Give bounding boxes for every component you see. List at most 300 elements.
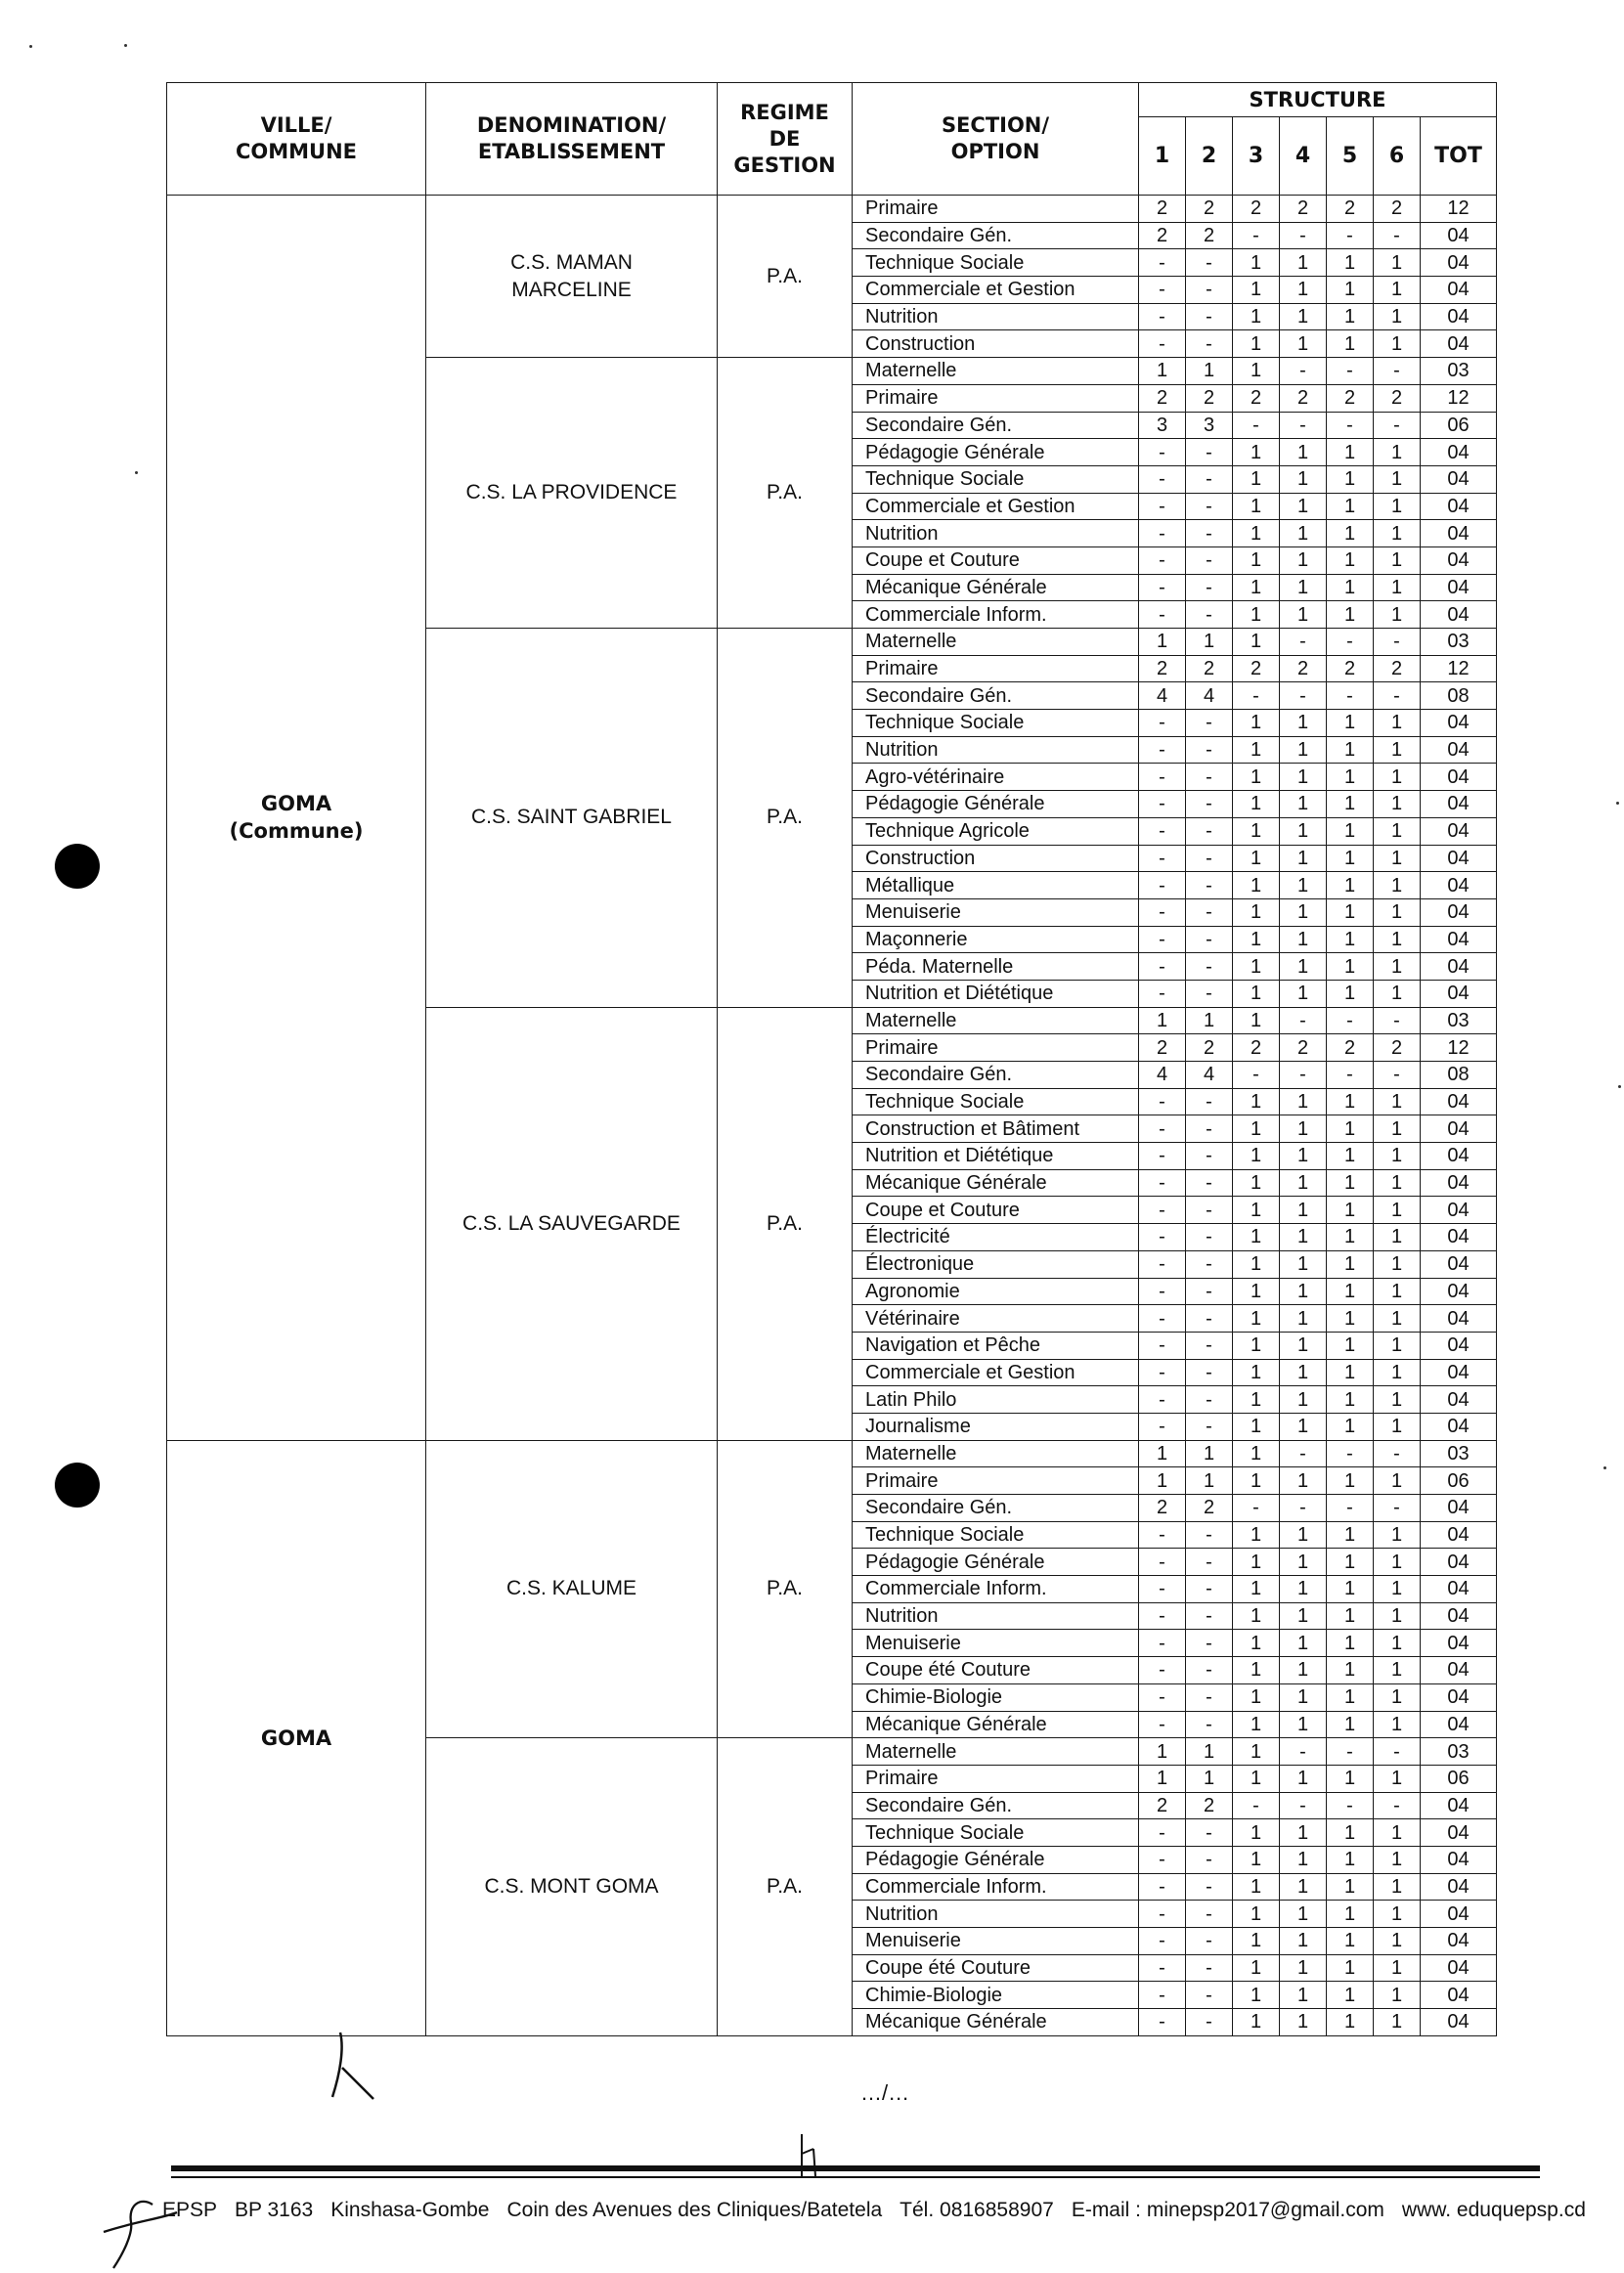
structure-value-cell: -	[1233, 412, 1280, 439]
punch-hole	[55, 1463, 100, 1508]
structure-value-cell: 1	[1374, 1954, 1421, 1982]
structure-value-cell: 1	[1327, 520, 1374, 547]
structure-value-cell: 1	[1186, 629, 1233, 656]
structure-value-cell: 1	[1280, 1413, 1327, 1440]
structure-value-cell: 1	[1374, 1386, 1421, 1414]
structure-value-cell: 1	[1374, 1467, 1421, 1495]
section-option-cell: Nutrition	[853, 1602, 1139, 1630]
structure-value-cell: 1	[1374, 845, 1421, 872]
total-cell: 03	[1421, 629, 1497, 656]
structure-value-cell: 1	[1327, 1683, 1374, 1711]
structure-value-cell: 1	[1139, 1467, 1186, 1495]
structure-value-cell: -	[1139, 249, 1186, 277]
structure-value-cell: 1	[1327, 710, 1374, 737]
structure-value-cell: 2	[1186, 1034, 1233, 1062]
structure-value-cell: 1	[1233, 1143, 1280, 1170]
table-body	[167, 196, 1497, 2036]
line-text: C.S. LA PROVIDENCE	[465, 481, 678, 504]
structure-value-cell: 1	[1327, 330, 1374, 358]
structure-value-cell: 4	[1186, 1062, 1233, 1089]
header-structure: STRUCTURE	[1139, 83, 1497, 117]
structure-value-cell: 1	[1233, 1413, 1280, 1440]
structure-value-cell: -	[1139, 898, 1186, 926]
section-option-cell: Construction	[853, 845, 1139, 872]
total-cell: 04	[1421, 736, 1497, 764]
structure-value-cell: -	[1186, 601, 1233, 629]
structure-value-cell: 1	[1233, 574, 1280, 601]
structure-value-cell: -	[1139, 764, 1186, 791]
structure-value-cell: 1	[1374, 953, 1421, 981]
structure-value-cell: 1	[1233, 1007, 1280, 1034]
structure-value-cell: 1	[1327, 465, 1374, 493]
structure-value-cell: 1	[1280, 1143, 1327, 1170]
structure-value-cell: 1	[1186, 1765, 1233, 1792]
structure-value-cell: -	[1374, 1007, 1421, 1034]
section-option-cell: Technique Sociale	[853, 465, 1139, 493]
header-col-tot: TOT	[1421, 116, 1497, 196]
etablissement-cell	[426, 1007, 718, 1440]
structure-value-cell: -	[1139, 1413, 1186, 1440]
structure-value-cell: 1	[1374, 1224, 1421, 1251]
section-option-cell: Latin Philo	[853, 1386, 1139, 1414]
structure-value-cell: -	[1139, 1873, 1186, 1901]
line-text: C.S. KALUME	[505, 1577, 637, 1600]
structure-value-cell: 1	[1233, 1305, 1280, 1333]
structure-value-cell: 1	[1327, 1954, 1374, 1982]
structure-value-cell: 1	[1280, 1928, 1327, 1955]
line-text: C.S. MONT GOMA	[484, 1874, 659, 1898]
total-cell: 04	[1421, 710, 1497, 737]
structure-value-cell: 1	[1233, 601, 1280, 629]
structure-value-cell: -	[1280, 1062, 1327, 1089]
total-cell: 04	[1421, 1630, 1497, 1657]
structure-value-cell: 1	[1327, 926, 1374, 953]
structure-value-cell: 2	[1327, 655, 1374, 682]
total-cell: 04	[1421, 546, 1497, 574]
total-cell: 04	[1421, 1115, 1497, 1143]
structure-value-cell: 1	[1327, 817, 1374, 845]
structure-value-cell: 1	[1374, 1873, 1421, 1901]
structure-value-cell: 2	[1139, 1792, 1186, 1819]
structure-value-cell: 1	[1374, 1250, 1421, 1278]
structure-value-cell: -	[1139, 1928, 1186, 1955]
structure-value-cell: -	[1139, 953, 1186, 981]
structure-value-cell: -	[1139, 493, 1186, 520]
total-cell: 04	[1421, 520, 1497, 547]
structure-value-cell: 1	[1374, 1278, 1421, 1305]
structure-value-cell: 2	[1374, 1034, 1421, 1062]
structure-value-cell: 1	[1374, 574, 1421, 601]
structure-value-cell: -	[1139, 1115, 1186, 1143]
total-cell: 06	[1421, 412, 1497, 439]
structure-value-cell: 1	[1327, 736, 1374, 764]
section-option-cell: Pédagogie Générale	[853, 1549, 1139, 1576]
structure-value-cell: 1	[1327, 1278, 1374, 1305]
section-option-cell: Secondaire Gén.	[853, 1062, 1139, 1089]
structure-value-cell: 2	[1186, 196, 1233, 223]
structure-value-cell: 1	[1327, 277, 1374, 304]
structure-value-cell: -	[1139, 1576, 1186, 1603]
structure-value-cell: -	[1233, 1792, 1280, 1819]
structure-value-cell: 2	[1186, 384, 1233, 412]
total-cell: 04	[1421, 1819, 1497, 1847]
structure-value-cell: 1	[1233, 1630, 1280, 1657]
structure-value-cell: 1	[1233, 629, 1280, 656]
structure-value-cell: 1	[1374, 520, 1421, 547]
structure-value-cell: 1	[1374, 764, 1421, 791]
section-option-cell: Coupe été Couture	[853, 1657, 1139, 1684]
structure-value-cell: 1	[1280, 845, 1327, 872]
structure-value-cell: -	[1186, 953, 1233, 981]
structure-value-cell: -	[1186, 845, 1233, 872]
section-option-cell: Primaire	[853, 196, 1139, 223]
footer-org: EPSP	[162, 2199, 218, 2221]
section-option-cell: Agronomie	[853, 1278, 1139, 1305]
structure-value-cell: 1	[1280, 898, 1327, 926]
section-option-cell: Navigation et Pêche	[853, 1332, 1139, 1359]
structure-value-cell: -	[1374, 1738, 1421, 1766]
structure-value-cell: -	[1139, 1521, 1186, 1549]
structure-value-cell: -	[1186, 1819, 1233, 1847]
structure-value-cell: -	[1139, 791, 1186, 818]
structure-value-cell: 1	[1233, 1115, 1280, 1143]
structure-value-cell: 1	[1374, 1765, 1421, 1792]
total-cell: 08	[1421, 1062, 1497, 1089]
structure-value-cell: 2	[1280, 196, 1327, 223]
structure-value-cell: 1	[1374, 1576, 1421, 1603]
total-cell: 03	[1421, 1738, 1497, 1766]
footer-rule	[171, 2176, 1540, 2178]
regime-cell: P.A.	[718, 1440, 853, 1738]
structure-value-cell: 1	[1374, 1332, 1421, 1359]
section-option-cell: Secondaire Gén.	[853, 412, 1139, 439]
structure-value-cell: 1	[1327, 1467, 1374, 1495]
structure-value-cell: 1	[1280, 710, 1327, 737]
structure-value-cell: -	[1186, 1928, 1233, 1955]
structure-value-cell: 1	[1233, 330, 1280, 358]
header-col-1: 1	[1139, 116, 1186, 196]
structure-value-cell: 1	[1374, 1197, 1421, 1224]
structure-value-cell: 1	[1233, 710, 1280, 737]
structure-value-cell: -	[1139, 520, 1186, 547]
section-option-cell: Pédagogie Générale	[853, 791, 1139, 818]
structure-value-cell: 1	[1374, 1819, 1421, 1847]
structure-value-cell: -	[1233, 1495, 1280, 1522]
structure-value-cell: -	[1280, 1738, 1327, 1766]
structure-value-cell: 1	[1233, 791, 1280, 818]
structure-value-cell: 1	[1374, 439, 1421, 466]
regime-cell: P.A.	[718, 629, 853, 1008]
structure-value-cell: -	[1139, 465, 1186, 493]
structure-value-cell: -	[1327, 222, 1374, 249]
footer-city: Kinshasa-Gombe	[330, 2199, 490, 2221]
structure-value-cell: 1	[1280, 1819, 1327, 1847]
structure-value-cell: -	[1139, 817, 1186, 845]
regime-cell: P.A.	[718, 358, 853, 629]
section-option-cell: Menuiserie	[853, 1928, 1139, 1955]
structure-value-cell: 1	[1280, 1549, 1327, 1576]
section-option-cell: Mécanique Générale	[853, 574, 1139, 601]
section-option-cell: Primaire	[853, 655, 1139, 682]
structure-value-cell: -	[1327, 629, 1374, 656]
header-denomination: DENOMINATION/ ETABLISSEMENT	[426, 83, 718, 196]
structure-value-cell: 1	[1186, 358, 1233, 385]
structure-value-cell: 1	[1280, 1197, 1327, 1224]
structure-value-cell: 1	[1374, 249, 1421, 277]
line-text: MARCELINE	[511, 278, 632, 301]
structure-value-cell: -	[1186, 1954, 1233, 1982]
section-option-cell: Commerciale Inform.	[853, 1873, 1139, 1901]
structure-value-cell: -	[1186, 1224, 1233, 1251]
structure-value-cell: 1	[1280, 1630, 1327, 1657]
structure-value-cell: 1	[1233, 2009, 1280, 2036]
structure-value-cell: 1	[1374, 546, 1421, 574]
total-cell: 04	[1421, 1197, 1497, 1224]
structure-value-cell: -	[1139, 1305, 1186, 1333]
structure-value-cell: -	[1280, 1440, 1327, 1467]
handwritten-mark	[794, 2129, 823, 2183]
total-cell: 03	[1421, 1440, 1497, 1467]
structure-value-cell: -	[1280, 222, 1327, 249]
structure-value-cell: 1	[1280, 1901, 1327, 1928]
structure-value-cell: 1	[1233, 249, 1280, 277]
structure-value-cell: -	[1186, 277, 1233, 304]
structure-value-cell: 1	[1374, 1169, 1421, 1197]
total-cell: 04	[1421, 1657, 1497, 1684]
section-option-cell: Maternelle	[853, 1440, 1139, 1467]
structure-value-cell: 1	[1233, 1169, 1280, 1197]
section-option-cell: Coupe été Couture	[853, 1954, 1139, 1982]
structure-value-cell: 4	[1186, 682, 1233, 710]
total-cell: 12	[1421, 655, 1497, 682]
structure-value-cell: -	[1139, 1359, 1186, 1386]
total-cell: 04	[1421, 1413, 1497, 1440]
section-option-cell: Technique Sociale	[853, 1088, 1139, 1115]
line-text: GOMA	[260, 792, 332, 816]
structure-value-cell: -	[1327, 1738, 1374, 1766]
structure-value-cell: -	[1139, 1549, 1186, 1576]
structure-value-cell: 1	[1327, 1169, 1374, 1197]
section-option-cell: Construction et Bâtiment	[853, 1115, 1139, 1143]
structure-value-cell: 1	[1327, 872, 1374, 899]
section-option-cell: Électricité	[853, 1224, 1139, 1251]
structure-value-cell: 1	[1233, 303, 1280, 330]
structure-value-cell: 1	[1233, 1549, 1280, 1576]
line-text: (Commune)	[229, 819, 364, 844]
structure-value-cell: -	[1139, 439, 1186, 466]
structure-value-cell: -	[1327, 412, 1374, 439]
structure-value-cell: 1	[1374, 1928, 1421, 1955]
structure-value-cell: -	[1139, 2009, 1186, 2036]
structure-value-cell: 2	[1186, 1495, 1233, 1522]
structure-value-cell: 1	[1280, 1765, 1327, 1792]
total-cell: 04	[1421, 277, 1497, 304]
structure-value-cell: 1	[1374, 1630, 1421, 1657]
structure-value-cell: 1	[1280, 953, 1327, 981]
structure-value-cell: 3	[1139, 412, 1186, 439]
section-option-cell: Menuiserie	[853, 1630, 1139, 1657]
structure-value-cell: 2	[1327, 384, 1374, 412]
structure-value-cell: 1	[1233, 465, 1280, 493]
total-cell: 04	[1421, 2009, 1497, 2036]
structure-value-cell: 2	[1280, 384, 1327, 412]
structure-value-cell: -	[1139, 1197, 1186, 1224]
structure-value-cell: -	[1327, 1007, 1374, 1034]
structure-value-cell: 1	[1280, 1169, 1327, 1197]
structure-value-cell: 1	[1233, 872, 1280, 899]
structure-value-cell: -	[1186, 1332, 1233, 1359]
section-option-cell: Technique Sociale	[853, 249, 1139, 277]
structure-value-cell: -	[1139, 1657, 1186, 1684]
total-cell: 04	[1421, 791, 1497, 818]
structure-value-cell: 1	[1327, 1846, 1374, 1873]
structure-value-cell: -	[1139, 1630, 1186, 1657]
header-col-5: 5	[1327, 116, 1374, 196]
total-cell: 04	[1421, 898, 1497, 926]
structure-value-cell: 1	[1327, 493, 1374, 520]
total-cell: 04	[1421, 1386, 1497, 1414]
structure-value-cell: -	[1186, 1657, 1233, 1684]
structure-value-cell: -	[1186, 303, 1233, 330]
table-header	[167, 83, 1497, 196]
structure-value-cell: -	[1280, 1792, 1327, 1819]
structure-value-cell: -	[1186, 1521, 1233, 1549]
structure-value-cell: -	[1186, 2009, 1233, 2036]
section-option-cell: Maternelle	[853, 629, 1139, 656]
etablissement-cell	[426, 196, 718, 358]
structure-value-cell: 2	[1233, 384, 1280, 412]
structure-value-cell: -	[1139, 277, 1186, 304]
structure-value-cell: 1	[1280, 1711, 1327, 1738]
structure-value-cell: 1	[1280, 493, 1327, 520]
structure-value-cell: 1	[1280, 303, 1327, 330]
structure-value-cell: 1	[1374, 1901, 1421, 1928]
structure-value-cell: -	[1327, 358, 1374, 385]
total-cell: 04	[1421, 1521, 1497, 1549]
structure-value-cell: 4	[1139, 1062, 1186, 1089]
structure-value-cell: -	[1327, 1495, 1374, 1522]
structure-value-cell: 1	[1280, 546, 1327, 574]
structure-value-cell: -	[1139, 1954, 1186, 1982]
structure-value-cell: -	[1186, 736, 1233, 764]
structure-value-cell: -	[1280, 1495, 1327, 1522]
structure-value-cell: 1	[1233, 1738, 1280, 1766]
structure-value-cell: 2	[1327, 196, 1374, 223]
footer-street: Coin des Avenues des Cliniques/Batetela	[506, 2199, 883, 2221]
total-cell: 04	[1421, 465, 1497, 493]
structure-value-cell: 1	[1139, 1440, 1186, 1467]
structure-value-cell: 1	[1280, 1657, 1327, 1684]
structure-value-cell: 1	[1233, 358, 1280, 385]
structure-value-cell: -	[1139, 1332, 1186, 1359]
structure-value-cell: 1	[1327, 764, 1374, 791]
section-option-cell: Maternelle	[853, 1738, 1139, 1766]
structure-value-cell: 1	[1327, 439, 1374, 466]
structure-value-cell: 1	[1233, 926, 1280, 953]
section-option-cell: Technique Sociale	[853, 710, 1139, 737]
structure-value-cell: -	[1186, 1278, 1233, 1305]
structure-value-cell: -	[1186, 1305, 1233, 1333]
structure-value-cell: 1	[1374, 1359, 1421, 1386]
structure-value-cell: 1	[1233, 1359, 1280, 1386]
structure-value-cell: 1	[1374, 872, 1421, 899]
structure-value-cell: 1	[1374, 1602, 1421, 1630]
structure-value-cell: -	[1139, 574, 1186, 601]
total-cell: 08	[1421, 682, 1497, 710]
structure-value-cell: 1	[1280, 1224, 1327, 1251]
section-option-cell: Nutrition	[853, 303, 1139, 330]
structure-value-cell: 4	[1139, 682, 1186, 710]
structure-value-cell: 1	[1233, 1250, 1280, 1278]
structure-value-cell: -	[1139, 303, 1186, 330]
structure-value-cell: 1	[1139, 1765, 1186, 1792]
structure-value-cell: -	[1280, 629, 1327, 656]
structure-value-cell: -	[1186, 926, 1233, 953]
punch-hole	[55, 844, 100, 889]
section-option-cell: Mécanique Générale	[853, 1169, 1139, 1197]
structure-value-cell: 1	[1139, 358, 1186, 385]
structure-value-cell: -	[1139, 1088, 1186, 1115]
total-cell: 04	[1421, 1278, 1497, 1305]
structure-value-cell: 1	[1280, 249, 1327, 277]
structure-value-cell: -	[1186, 1549, 1233, 1576]
structure-value-cell: 1	[1280, 1115, 1327, 1143]
structure-value-cell: 1	[1374, 303, 1421, 330]
structure-value-cell: 1	[1374, 980, 1421, 1007]
structure-value-cell: 1	[1233, 1819, 1280, 1847]
structure-value-cell: 1	[1280, 1250, 1327, 1278]
structure-value-cell: -	[1327, 1440, 1374, 1467]
structure-value-cell: -	[1280, 1007, 1327, 1034]
structure-value-cell: 1	[1233, 1982, 1280, 2009]
structure-value-cell: -	[1280, 412, 1327, 439]
structure-value-cell: 1	[1327, 1819, 1374, 1847]
etablissement-cell	[426, 358, 718, 629]
structure-value-cell: 1	[1374, 1549, 1421, 1576]
footer-rule	[171, 2165, 1540, 2171]
footer-tel: Tél. 0816858907	[900, 2199, 1054, 2221]
structure-value-cell: -	[1139, 926, 1186, 953]
structure-value-cell: 1	[1233, 1386, 1280, 1414]
structure-value-cell: 1	[1374, 1413, 1421, 1440]
structure-value-cell: 1	[1327, 791, 1374, 818]
structure-value-cell: -	[1280, 358, 1327, 385]
structure-value-cell: -	[1186, 1088, 1233, 1115]
structure-value-cell: 1	[1327, 1143, 1374, 1170]
structure-value-cell: -	[1186, 980, 1233, 1007]
structure-value-cell: 1	[1280, 1521, 1327, 1549]
structure-value-cell: 1	[1233, 1467, 1280, 1495]
total-cell: 04	[1421, 330, 1497, 358]
total-cell: 04	[1421, 222, 1497, 249]
structure-value-cell: 2	[1280, 1034, 1327, 1062]
structure-value-cell: -	[1186, 898, 1233, 926]
structure-value-cell: 1	[1280, 736, 1327, 764]
total-cell: 04	[1421, 1495, 1497, 1522]
structure-value-cell: -	[1186, 249, 1233, 277]
structure-value-cell: -	[1186, 1901, 1233, 1928]
structure-value-cell: 1	[1233, 520, 1280, 547]
structure-value-cell: 1	[1374, 1305, 1421, 1333]
etablissement-cell	[426, 1738, 718, 2036]
structure-value-cell: 1	[1233, 1332, 1280, 1359]
total-cell: 04	[1421, 439, 1497, 466]
structure-value-cell: 1	[1280, 1278, 1327, 1305]
structure-value-cell: 1	[1233, 764, 1280, 791]
structure-value-cell: 1	[1374, 1846, 1421, 1873]
structure-value-cell: 1	[1327, 249, 1374, 277]
regime-cell: P.A.	[718, 1738, 853, 2036]
